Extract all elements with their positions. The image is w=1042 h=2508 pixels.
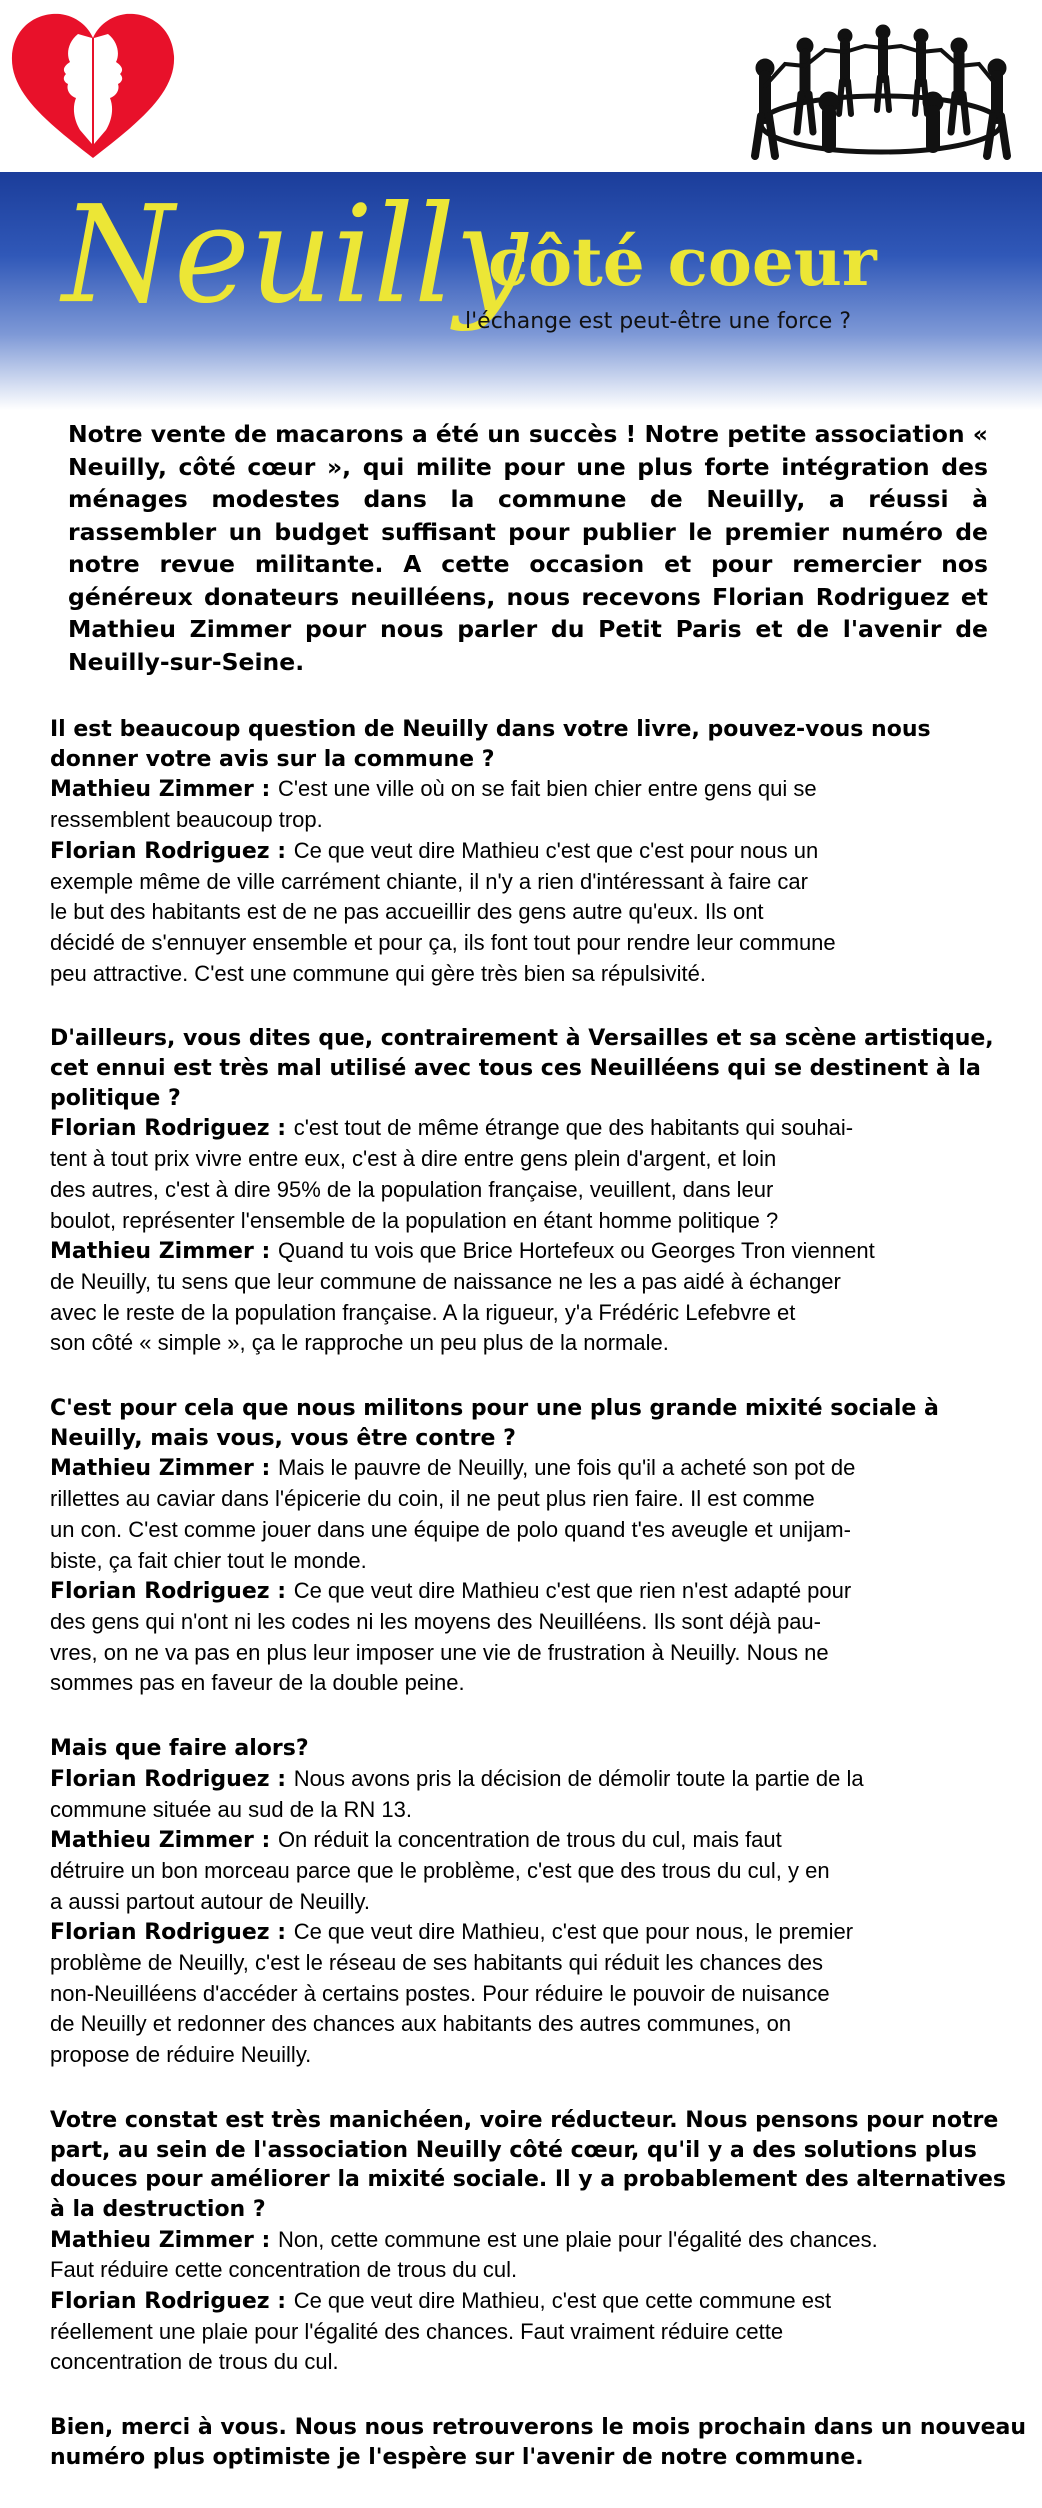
speaker-name: Florian Rodriguez :: [50, 838, 294, 864]
answer-text: le but des habitants est de ne pas accueillir des gens autre qu'eux. Ils ont: [50, 899, 764, 925]
answer-text: des autres, c'est à dire 95% de la population française, veuillent, dans leur: [50, 1176, 774, 1202]
masthead-title: Neuilly: [62, 177, 528, 334]
intro-paragraph: Notre vente de macarons a été un succès ! Notre petite association « Neuilly, côté cœur », qui milite pour une plus forte intégration des ménages modestes dans la commune de Neuilly, a réussi à rassembler un budget suffisant pour publier le premier numéro de notre revue militante. A cette occasion et pour remercier nos généreux donateurs neuilléens, nous recevons Florian Rodriguez et Mathieu Zimmer pour nous parler du Petit Paris et de l'avenir de Neuilly-sur-Seine.: [68, 420, 988, 676]
question-line: Bien, merci à vous. Nous nous retrouverons le mois prochain dans un nouveau: [50, 2415, 1027, 2441]
answer-text: c'est tout de même étrange que des habitants qui souhai-: [293, 1115, 854, 1141]
speaker-name: Florian Rodriguez :: [50, 1116, 294, 1142]
question-line: Il est beaucoup question de Neuilly dans votre livre, pouvez-vous nous: [50, 717, 931, 742]
speaker-name: Florian Rodriguez :: [50, 1579, 294, 1605]
masthead: [0, 0, 1042, 410]
answer-line-speaker: [50, 1576, 1000, 1607]
answer-text: boulot, représenter l'ensemble de la population en étant homme politique ?: [50, 1207, 779, 1233]
answer-text: avec le reste de la population française. A la rigueur, y'a Frédéric Lefebvre et: [50, 1299, 796, 1325]
answer-text: des gens qui n'ont ni les codes ni les moyens des Neuilléens. Ils sont déjà pau-: [50, 1608, 821, 1634]
interview-body: [50, 715, 1027, 2508]
answer-text: Non, cette commune est une plaie pour l'égalité des chances.: [277, 2226, 878, 2252]
speaker-name: Mathieu Zimmer :: [50, 777, 278, 803]
question-line: douces pour améliorer la mixité sociale. Il y a probablement des alternatives: [50, 2167, 1007, 2193]
answer-text: problème de Neuilly, c'est le réseau de ses habitants qui réduit les chances des: [50, 1950, 824, 1976]
answer-text: son côté « simple », ça le rapproche un peu plus de la normale.: [50, 1330, 669, 1356]
answer-text: biste, ça fait chier tout le monde.: [50, 1547, 367, 1573]
answer-line: [50, 1484, 1000, 1515]
speaker-name: Mathieu Zimmer :: [50, 2227, 278, 2253]
interview-section: [50, 2413, 1027, 2472]
answer-text: Faut réduire cette concentration de trous du cul.: [50, 2257, 518, 2283]
interview-section: [50, 2106, 1007, 2378]
answer-line: [50, 1795, 1000, 1826]
speaker-name: Florian Rodriguez :: [50, 2289, 294, 2315]
answer-text: vres, on ne va pas en plus leur imposer une vie de frustration à Neuilly. Nous ne: [50, 1639, 829, 1665]
answer-line-speaker: [50, 1236, 1000, 1267]
question-line: donner votre avis sur la commune ?: [50, 746, 495, 772]
interview-section: [50, 1394, 1000, 1699]
question-line: cet ennui est très mal utilisé avec tous ces Neuilléens qui se destinent à la: [50, 1056, 981, 1082]
answer-line: [50, 2317, 1000, 2348]
answer-line-speaker: [50, 774, 1000, 805]
answer-line: [50, 2040, 1000, 2071]
speaker-name: Mathieu Zimmer :: [50, 1828, 278, 1854]
answer-line-speaker: [50, 836, 1000, 867]
question-line: Votre constat est très manichéen, voire réducteur. Nous pensons pour notre: [50, 2107, 999, 2133]
answer-line: [50, 1515, 1000, 1546]
interview-section: [50, 1734, 1000, 2071]
answer-text: réellement une plaie pour l'égalité des chances. Faut vraiment réduire cette: [50, 2318, 784, 2344]
answer-line: [50, 1948, 1000, 1979]
answer-line: [50, 1856, 1000, 1887]
speaker-name: Florian Rodriguez :: [50, 1920, 294, 1946]
answer-line: [50, 1298, 1000, 1329]
speaker-name: Mathieu Zimmer :: [50, 1239, 278, 1265]
answer-text: de Neuilly et redonner des chances aux habitants des autres communes, on: [50, 2011, 792, 2037]
interview-section: [50, 1024, 1000, 1359]
answer-line: [50, 1607, 1000, 1638]
masthead-subtitle: côté coeur: [488, 223, 877, 301]
answer-line: [50, 1175, 1000, 1206]
answer-text: Ce que veut dire Mathieu c'est que rien n'est adapté pour: [293, 1578, 852, 1604]
answer-line: [50, 959, 1000, 990]
answer-text: commune située au sud de la RN 13.: [50, 1796, 412, 1822]
answer-text: a aussi partout autour de Neuilly.: [50, 1888, 370, 1914]
answer-line-speaker: [50, 1113, 1000, 1144]
answer-line: [50, 2255, 1000, 2286]
answer-text: peu attractive. C'est une commune qui gère très bien sa répulsivité.: [50, 960, 706, 986]
answer-line: [50, 805, 1000, 836]
answer-line: [50, 1979, 1000, 2010]
answer-text: Ce que veut dire Mathieu, c'est que pour nous, le premier: [293, 1919, 854, 1945]
answer-line: [50, 1206, 1000, 1237]
people-circle-icon: [725, 6, 1037, 168]
answer-line: [50, 1546, 1000, 1577]
speaker-name: Mathieu Zimmer :: [50, 1456, 278, 1482]
answer-line: [50, 897, 1000, 928]
interview-section: [50, 715, 1000, 989]
answer-text: un con. C'est comme jouer dans une équipe de polo quand t'es aveugle et unijam-: [50, 1516, 851, 1542]
speaker-name: Florian Rodriguez :: [50, 1766, 294, 1792]
question-line: à la destruction ?: [50, 2196, 266, 2222]
answer-text: concentration de trous du cul.: [50, 2349, 339, 2375]
answer-text: propose de réduire Neuilly.: [50, 2042, 312, 2068]
answer-line: [50, 1887, 1000, 1918]
answer-text: Quand tu vois que Brice Hortefeux ou Georges Tron viennent: [277, 1238, 875, 1264]
answer-line: [50, 1144, 1000, 1175]
answer-line: [50, 928, 1000, 959]
answer-line: [50, 2347, 1000, 2378]
answer-line: [50, 2009, 1000, 2040]
question-line: politique ?: [50, 1085, 181, 1111]
heart-faces-icon: [8, 8, 178, 168]
question-line: Mais que faire alors?: [50, 1736, 309, 1762]
answer-line: [50, 1668, 1000, 1699]
answer-text: C'est une ville où on se fait bien chier entre gens qui se: [277, 776, 817, 802]
answer-text: Nous avons pris la décision de démolir toute la partie de la: [293, 1765, 864, 1791]
answer-text: Mais le pauvre de Neuilly, une fois qu'il a acheté son pot de: [277, 1455, 856, 1481]
answer-text: On réduit la concentration de trous du cul, mais faut: [277, 1827, 782, 1853]
answer-text: sommes pas en faveur de la double peine.: [50, 1670, 465, 1696]
answer-text: détruire un bon morceau parce que le problème, c'est que des trous du cul, y en: [50, 1857, 830, 1883]
answer-line-speaker: [50, 1917, 1000, 1948]
answer-line-speaker: [50, 1825, 1000, 1856]
answer-line-speaker: [50, 1764, 1000, 1795]
answer-line: [50, 1638, 1000, 1669]
answer-text: exemple même de ville carrément chiante, il n'y a rien d'intéressant à faire car: [50, 868, 808, 894]
answer-text: de Neuilly, tu sens que leur commune de naissance ne les a pas aidé à échanger: [50, 1268, 841, 1294]
question-line: D'ailleurs, vous dites que, contrairement à Versailles et sa scène artistique,: [50, 1026, 994, 1052]
answer-text: rillettes au caviar dans l'épicerie du coin, il ne peut plus rien faire. Il est comme: [50, 1486, 815, 1512]
question-line: Neuilly, mais vous, vous être contre ?: [50, 1425, 516, 1451]
question-line: C'est pour cela que nous militons pour une plus grande mixité sociale à: [50, 1396, 939, 1422]
answer-line: [50, 867, 1000, 898]
answer-text: décidé de s'ennuyer ensemble et pour ça, ils font tout pour rendre leur commune: [50, 929, 836, 955]
answer-line-speaker: [50, 2225, 1000, 2256]
answer-text: ressemblent beaucoup trop.: [50, 807, 323, 833]
answer-text: Ce que veut dire Mathieu, c'est que cette commune est: [293, 2288, 832, 2314]
question-line: part, au sein de l'association Neuilly côté cœur, qu'il y a des solutions plus: [50, 2137, 977, 2163]
question-line: numéro plus optimiste je l'espère sur l'avenir de notre commune.: [50, 2444, 864, 2470]
answer-line-speaker: [50, 2286, 1000, 2317]
answer-text: Ce que veut dire Mathieu c'est que c'est pour nous un: [293, 837, 819, 863]
answer-text: tent à tout prix vivre entre eux, c'est à dire entre gens plein d'argent, et loin: [50, 1146, 777, 1172]
answer-line-speaker: [50, 1453, 1000, 1484]
masthead-tagline: l'échange est peut-être une force ?: [465, 309, 852, 334]
answer-line: [50, 1267, 1000, 1298]
answer-line: [50, 1328, 1000, 1359]
answer-text: non-Neuilléens d'accéder à certains postes. Pour réduire le pouvoir de nuisance: [50, 1980, 830, 2006]
